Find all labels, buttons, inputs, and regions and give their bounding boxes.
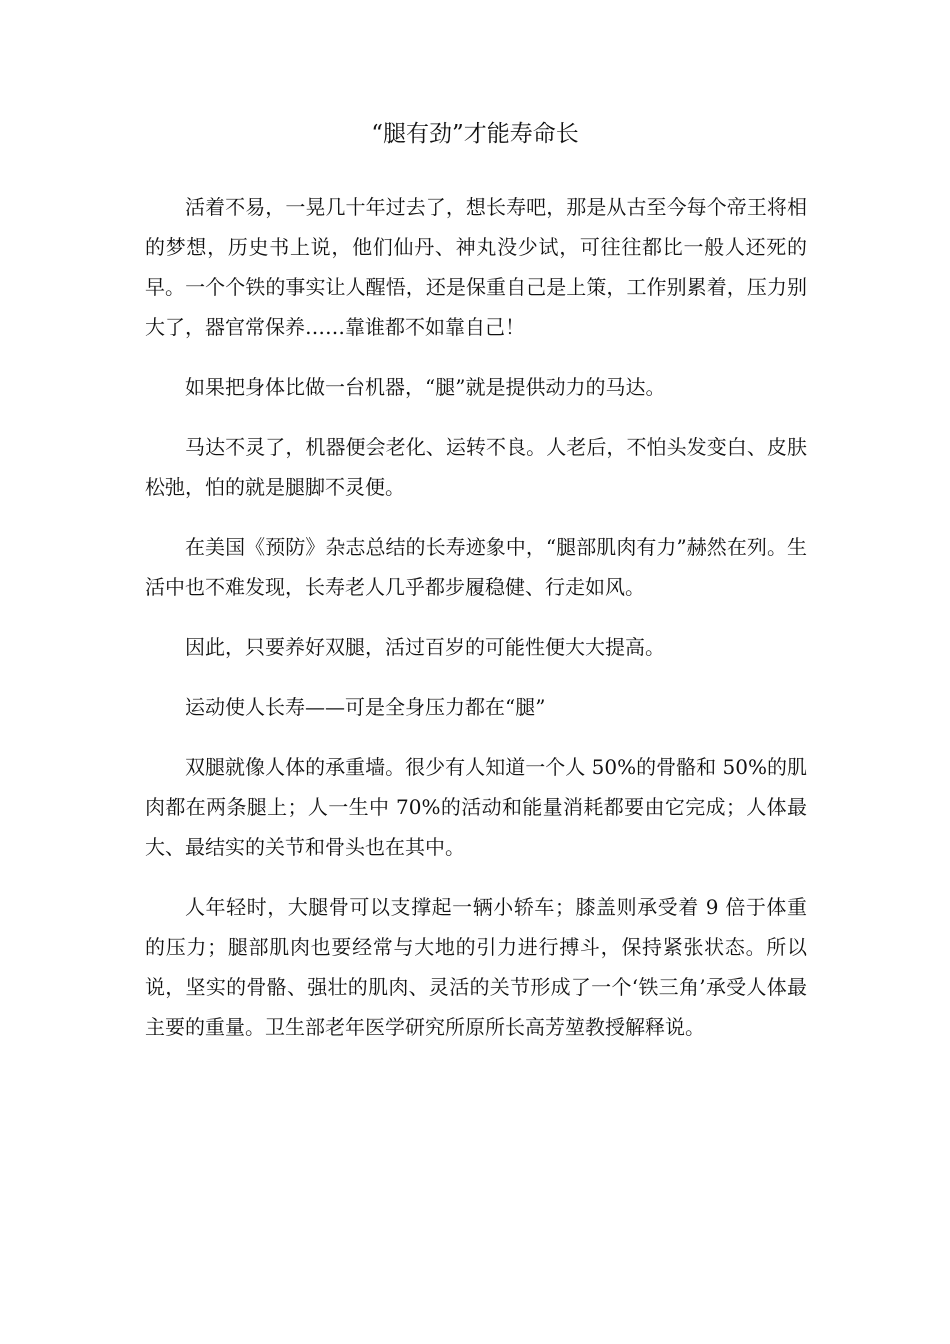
paragraph: 因此，只要养好双腿，活过百岁的可能性便大大提高。 <box>185 635 665 659</box>
paragraph: 在美国《预防》杂志总结的长寿迹象中，“腿部肌肉有力”赫然在列。生活中也不难发现，长寿老人几乎都步履稳健、行走如风。 <box>145 535 807 599</box>
paragraph: 活着不易，一晃几十年过去了，想长寿吧，那是从古至今每个帝王将相的梦想，历史书上说，他们仙丹、神丸没少试，可往往都比一般人还死的早。一个个铁的事实让人醒悟，还是保重自己是上策，工作别累着，压力别大了，器官常保养……靠谁都不如靠自己！ <box>145 195 807 339</box>
paragraph: 马达不灵了，机器便会老化、运转不良。人老后，不怕头发变白、皮肤松弛，怕的就是腿脚不灵便。 <box>145 435 807 499</box>
paragraph: 如果把身体比做一台机器，“腿”就是提供动力的马达。 <box>185 375 666 399</box>
document-body <box>145 187 807 1067</box>
paragraph: 双腿就像人体的承重墙。很少有人知道一个人 50%的骨骼和 50%的肌肉都在两条腿上；人一生中 70%的活动和能量消耗都要由它完成；人体最大、最结实的关节和骨头也在其中。 <box>145 755 807 859</box>
paragraph: 人年轻时，大腿骨可以支撑起一辆小轿车；膝盖则承受着 9 倍于体重的压力；腿部肌肉也要经常与大地的引力进行搏斗，保持紧张状态。所以说，坚实的骨骼、强壮的肌肉、灵活的关节形成了一个‘铁三角’承受人体最主要的重量。卫生部老年医学研究所原所长高芳堃教授解释说。 <box>145 895 807 1039</box>
document-title: “腿有劲”才能寿命长 <box>371 121 579 147</box>
section-heading: 运动使人长寿——可是全身压力都在“腿” <box>185 695 546 719</box>
